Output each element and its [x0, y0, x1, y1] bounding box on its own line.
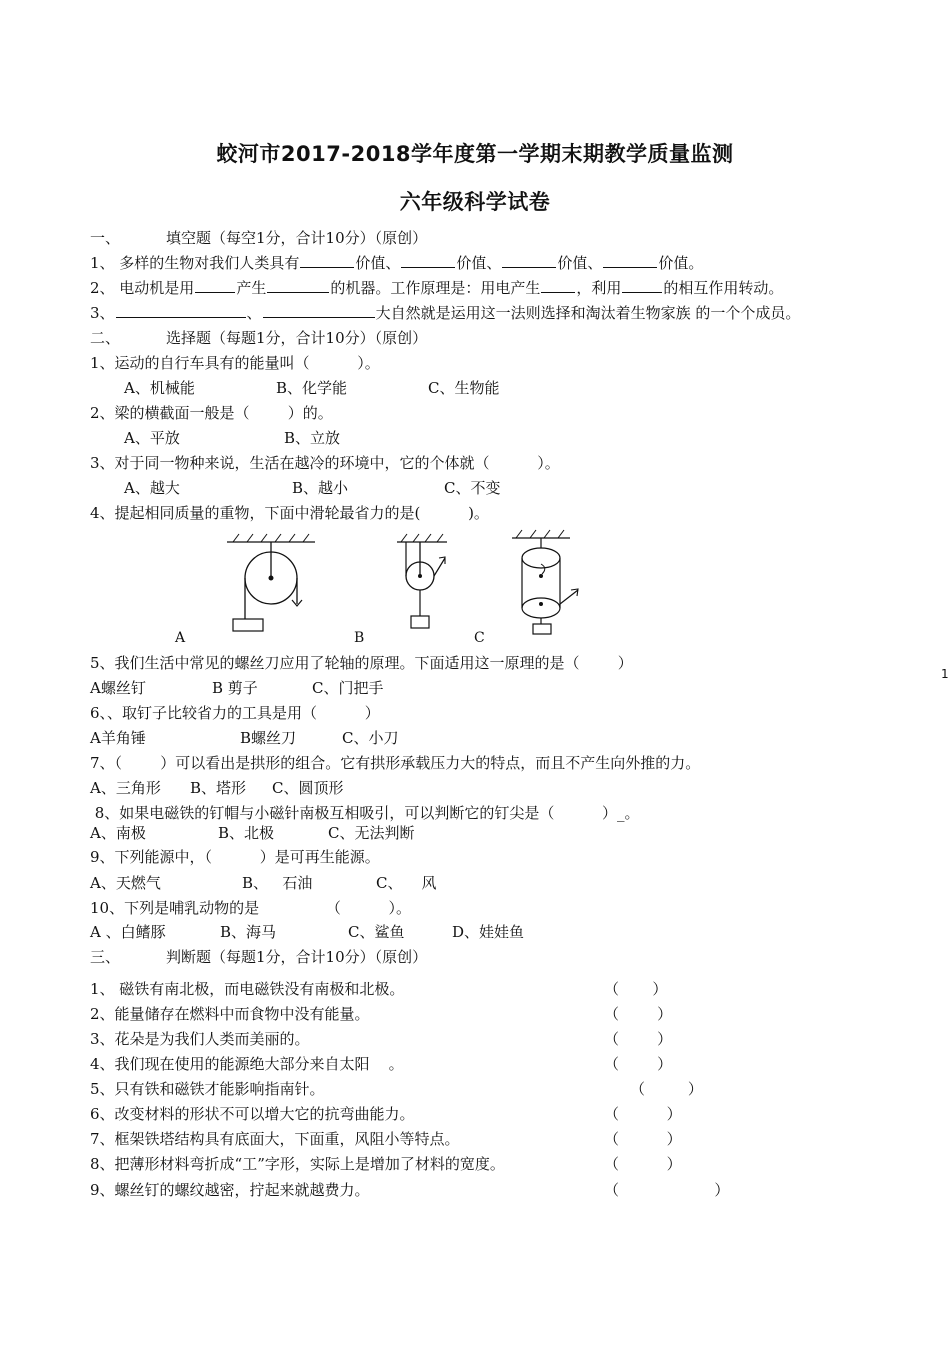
pulley-diagram-a-icon — [225, 538, 320, 634]
answer-blank[interactable] — [603, 253, 657, 268]
option-a[interactable]: A螺丝钉 — [90, 679, 146, 697]
exam-subtitle: 六年级科学试卷 — [399, 190, 551, 214]
fill-question-1: 1、 多样的生物对我们人类具有 价值、 价值、 价值、 价值。 — [90, 254, 704, 272]
answer-paren[interactable]: （ ） — [604, 1055, 673, 1073]
fill-question-3: 3、 、 大自然就是运用这一法则选择和淘汰着生物家族 的一个个成员。 — [90, 304, 801, 322]
fill-question-2: 2、 电动机是用 产生 的机器。工作原理是：用电产生 ，利用 的相互作用转动。 — [90, 279, 784, 297]
choice-question-7: 7、（ ）可以看出是拱形的组合。它有拱形承载压力大的特点，而且不产生向外推的力。 — [90, 754, 701, 772]
choice-question-4: 4、提起相同质量的重物，下面中滑轮最省力的是( )。 — [90, 504, 489, 522]
option-a[interactable]: A羊角锤 — [90, 729, 146, 747]
option-c[interactable]: C、生物能 — [428, 379, 500, 397]
pulley-diagram-c-icon — [510, 534, 590, 636]
option-b[interactable]: B、立放 — [284, 429, 341, 447]
answer-blank[interactable] — [502, 253, 556, 268]
section2-heading: 二、 选择题（每题1分，合计10分）（原创） — [90, 329, 428, 347]
answer-blank[interactable] — [263, 303, 375, 318]
diagram-label-c: C — [474, 630, 485, 646]
option-a[interactable]: A、平放 — [124, 429, 180, 447]
option-c[interactable]: C、不变 — [444, 479, 501, 497]
option-b[interactable]: B、化学能 — [276, 379, 348, 397]
choice-question-5: 5、我们生活中常见的螺丝刀应用了轮轴的原理。下面适用这一原理的是（ ） — [90, 654, 633, 672]
answer-paren[interactable]: （ ） — [604, 1130, 682, 1148]
judge-item-3: 3、花朵是为我们人类而美丽的。 — [90, 1030, 310, 1048]
option-c[interactable]: C、鲨鱼 — [348, 923, 405, 941]
option-a[interactable]: A、越大 — [124, 479, 180, 497]
option-b[interactable]: B 剪子 — [212, 679, 258, 697]
option-a[interactable]: A、机械能 — [124, 379, 195, 397]
choice-question-8: 8、如果电磁铁的钉帽与小磁针南极互相吸引，可以判断它的钉尖是（ ）_。 — [90, 804, 640, 822]
answer-paren[interactable]: （ ） — [604, 980, 668, 998]
choice-question-6: 6、、取钉子比较省力的工具是用（ ） — [90, 704, 380, 722]
answer-blank[interactable] — [267, 278, 329, 293]
section3-heading: 三、 判断题（每题1分，合计10分）（原创） — [90, 948, 428, 966]
option-c[interactable]: C、门把手 — [312, 679, 384, 697]
judge-item-6: 6、改变材料的形状不可以增大它的抗弯曲能力。 — [90, 1105, 415, 1123]
answer-paren[interactable]: （ ） — [604, 1030, 673, 1048]
option-b[interactable]: B螺丝刀 — [240, 729, 297, 747]
judge-item-5: 5、只有铁和磁铁才能影响指南针。 — [90, 1080, 325, 1098]
option-b[interactable]: B、塔形 — [190, 779, 247, 797]
judge-item-8: 8、把薄形材料弯折成“工”字形，实际上是增加了材料的宽度。 — [90, 1155, 505, 1173]
option-b[interactable]: B、海马 — [220, 923, 277, 941]
answer-paren[interactable]: （ ） — [604, 1005, 673, 1023]
answer-paren[interactable]: （ ） — [604, 1155, 682, 1173]
answer-paren[interactable]: （ ） — [630, 1080, 703, 1098]
option-c[interactable]: C、圆顶形 — [272, 779, 344, 797]
answer-blank[interactable] — [116, 303, 246, 318]
answer-blank[interactable] — [401, 253, 455, 268]
option-c[interactable]: C、无法判断 — [328, 824, 415, 842]
option-a[interactable]: A、天燃气 — [90, 874, 161, 892]
answer-paren[interactable]: （ ） — [604, 1105, 682, 1123]
option-a[interactable]: A、三角形 — [90, 779, 161, 797]
answer-blank[interactable] — [195, 278, 235, 293]
option-a[interactable]: A、南极 — [90, 824, 146, 842]
option-d[interactable]: D、娃娃鱼 — [452, 923, 525, 941]
answer-blank[interactable] — [300, 253, 354, 268]
answer-paren[interactable]: （ ） — [604, 1181, 730, 1199]
judge-item-2: 2、能量储存在燃料中而食物中没有能量。 — [90, 1005, 370, 1023]
option-a[interactable]: A 、白鳍豚 — [90, 923, 166, 941]
judge-item-4: 4、我们现在使用的能源绝大部分来自太阳 。 — [90, 1055, 404, 1073]
pulley-diagram-b-icon — [395, 538, 455, 633]
diagram-label-a: A — [175, 630, 186, 646]
judge-item-7: 7、框架铁塔结构具有底面大，下面重，风阻小等特点。 — [90, 1130, 460, 1148]
page-number: 1 — [941, 667, 949, 681]
diagram-label-b: B — [354, 630, 365, 646]
answer-blank[interactable] — [541, 278, 575, 293]
choice-question-9: 9、下列能源中，（ ）是可再生能源。 — [90, 848, 380, 866]
choice-question-2: 2、梁的横截面一般是（ ）的。 — [90, 404, 333, 422]
choice-question-10: 10、下列是哺乳动物的是 （ ）。 — [90, 899, 412, 917]
option-b[interactable]: B、 石油 — [242, 874, 313, 892]
choice-question-1: 1、运动的自行车具有的能量叫（ ）。 — [90, 354, 380, 372]
answer-blank[interactable] — [622, 278, 662, 293]
judge-item-9: 9、螺丝钉的螺纹越密，拧起来就越费力。 — [90, 1181, 370, 1199]
option-b[interactable]: B、北极 — [218, 824, 275, 842]
section1-heading: 一、 填空题（每空1分，合计10分）（原创） — [90, 229, 428, 247]
option-c[interactable]: C、 风 — [376, 874, 437, 892]
judge-item-1: 1、 磁铁有南北极，而电磁铁没有南极和北极。 — [90, 980, 405, 998]
exam-title: 蛟河市2017-2018学年度第一学期末期教学质量监测 — [216, 142, 734, 166]
choice-question-3: 3、对于同一物种来说，生活在越冷的环境中，它的个体就（ ）。 — [90, 454, 560, 472]
option-c[interactable]: C、小刀 — [342, 729, 399, 747]
option-b[interactable]: B、越小 — [292, 479, 349, 497]
